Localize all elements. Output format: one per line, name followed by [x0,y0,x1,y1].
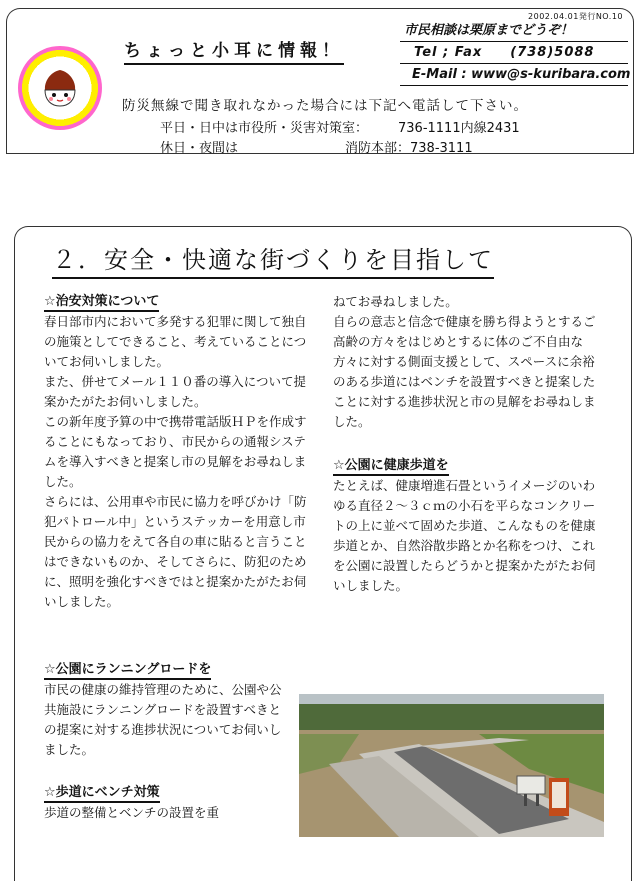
issue-number: 2002.04.01発行NO.10 [528,12,623,21]
bench-body: 歩道の整備とベンチの設置を重 [44,805,220,820]
security-paragraph: また、併せてメール１１０番の導入について提案かたがたお伺いしました。 [44,374,307,409]
consultation-line: 市民相談は栗原までどうぞ！ [400,20,628,42]
continuation-paragraph: 自らの意志と信念で健康を勝ち得ようとするご高齢の方々をはじめとするに体のご不自由な方々に対する側面支援として、スペースに余裕のある歩道にはベンチを設置すべきと提案したことに対する進捗状況と市の見解をお尋ねしました。 [333,314,596,429]
security-paragraph: 春日部市内において多発する犯罪に関して独自の施策としてできること、考えていることについてお伺いしました。 [44,314,307,369]
tel-fax-line: Tel ; Fax (738)5088 [400,42,628,64]
disaster-radio-notice: 防災無線で聞き取れなかった場合には下記へ電話して下さい。 [122,98,528,114]
weekday-contact-number: 736-1111内線2431 [398,121,520,136]
health-path-title: ☆公園に健康歩道を [333,454,449,476]
chestnut-logo [18,46,102,130]
health-path-body: たとえば、健康増進石畳というイメージのいわゆる直径２～３ｃｍの小石を平らなコンクリートの上に並べて固めた歩道、こんなものを健康歩道とか、自然浴散歩路とか名称をつけ、これを公園に設置したらどうかと提案かたがたお伺いしました。 [333,478,596,593]
bench-title: ☆歩道にベンチ対策 [44,781,160,803]
park-path-illustration [299,694,604,837]
holiday-contact-number: 消防本部：738-3111 [345,141,473,156]
security-section-body [44,312,316,612]
running-road-title: ☆公園にランニングロードを [44,658,211,680]
holiday-contact-label: 休日・夜間は [160,141,239,156]
weekday-contact-label: 平日・日中は市役所・災害対策室： [160,121,369,136]
newsletter-title: ちょっと小耳に情報！ [124,36,344,65]
continuation-paragraph: ねてお尋ねしました。 [333,294,458,309]
chestnut-character-icon [42,68,78,108]
article-heading: ２．安全・快適な街づくりを目指して [52,240,494,279]
contact-box [400,20,631,86]
header-divider [6,153,634,154]
health-path-photo [299,694,604,837]
running-road-body: 市民の健康の維持管理のために、公園や公共施設にランニングロードを設置すべきとの提案に対する進捗状況についてお伺いしました。 [44,682,282,757]
email-line[interactable]: E-Mail : www@s-kuribara.com [400,64,628,86]
security-section-title: ☆治安対策について [44,290,159,312]
bench-continuation [333,292,605,432]
security-paragraph: この新年度予算の中で携帯電話版ＨＰを作成することにもなっており、市民からの通報システムを導入すべきと提案し市の見解をお尋ねしました。 [44,414,307,489]
security-paragraph: さらには、公用車や市民に協力を呼びかけ「防犯パトロール中」というステッカーを用意し市民からの協力をえて各自の車に貼ると言うことはできないものか、そしてさらに、防犯のために、照明を強化すべきではと提案かたがたお伺いしました。 [44,494,307,609]
